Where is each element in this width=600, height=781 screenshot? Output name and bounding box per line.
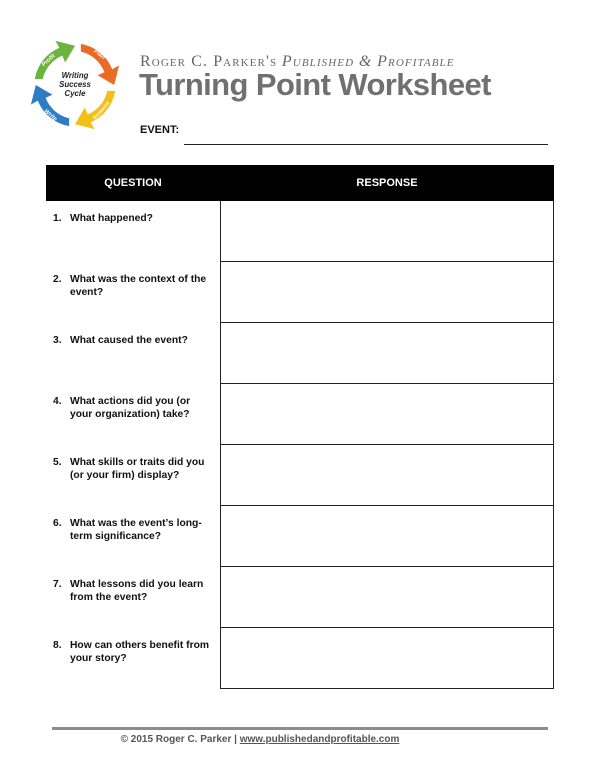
question-cell [46, 201, 220, 262]
question-cell [46, 323, 220, 384]
question-text: How can others benefit from your story? [70, 640, 210, 664]
question-line [53, 395, 214, 421]
footer [0, 734, 520, 745]
question-number: 8. [53, 640, 62, 651]
question-text: What actions did you (or your organization) take? [70, 396, 191, 420]
question-line [53, 273, 214, 299]
byline-name: Roger C. Parker's [140, 53, 278, 70]
question-number: 3. [53, 335, 62, 346]
footer-divider [52, 727, 548, 730]
question-cell [46, 445, 220, 506]
question-cell [46, 628, 220, 689]
question-number: 1. [53, 213, 62, 224]
table-row [46, 384, 554, 445]
question-number: 4. [53, 396, 62, 407]
table-header [46, 165, 554, 201]
question-cell [46, 262, 220, 323]
logo-segment-write [31, 85, 69, 126]
table-row [46, 323, 554, 384]
question-number: 2. [53, 274, 62, 285]
worksheet-table [46, 165, 554, 689]
logo-label-plan: Plan [92, 48, 106, 61]
question-line [53, 578, 214, 604]
table-row [46, 567, 554, 628]
event-input-line[interactable] [184, 144, 548, 145]
footer-copyright: © 2015 Roger C. Parker [120, 734, 232, 745]
question-line [53, 456, 214, 482]
question-number: 6. [53, 518, 62, 529]
question-text: What was the event’s long-term significance? [70, 518, 202, 542]
logo-center-line-3: Cycle [64, 88, 86, 98]
response-cell[interactable] [220, 384, 554, 445]
question-text: What skills or traits did you (or your firm) display? [70, 457, 205, 481]
question-number: 7. [53, 579, 62, 590]
column-header-question: QUESTION [104, 177, 162, 189]
logo-center-line-1: Writing [61, 71, 89, 81]
byline-amp: & [358, 53, 373, 70]
table-row [46, 506, 554, 567]
question-cell [46, 384, 220, 445]
byline-brand-1: Published [281, 53, 355, 70]
footer-website-link[interactable]: www.publishedandprofitable.com [239, 734, 400, 745]
response-cell[interactable] [220, 201, 554, 262]
response-cell[interactable] [220, 262, 554, 323]
table-row [46, 262, 554, 323]
question-line [53, 212, 214, 225]
response-cell[interactable] [220, 628, 554, 689]
question-text: What was the context of the event? [70, 274, 207, 298]
question-number: 5. [53, 457, 62, 468]
question-line [53, 517, 214, 543]
footer-separator: | [231, 734, 240, 745]
question-line [53, 334, 214, 347]
question-cell [46, 567, 220, 628]
response-cell[interactable] [220, 506, 554, 567]
logo-label-write: Write [42, 108, 58, 123]
table-body [46, 201, 554, 689]
question-cell [46, 506, 220, 567]
table-row [46, 445, 554, 506]
writing-success-cycle-logo [25, 36, 125, 134]
logo-label-research: Research [92, 101, 112, 121]
page-title: Turning Point Worksheet [139, 67, 491, 102]
table-row [46, 201, 554, 262]
question-text: What happened? [70, 213, 153, 224]
question-text: What caused the event? [70, 335, 188, 346]
response-cell[interactable] [220, 567, 554, 628]
byline-brand-2: Profitable [377, 53, 455, 70]
response-cell[interactable] [220, 323, 554, 384]
question-line [53, 639, 214, 665]
response-cell[interactable] [220, 445, 554, 506]
event-label: EVENT: [140, 124, 180, 136]
column-header-response: RESPONSE [356, 177, 418, 189]
question-text: What lessons did you learn from the event? [70, 579, 204, 603]
table-row [46, 628, 554, 689]
logo-center-line-2: Success [59, 79, 91, 89]
logo-label-profit: Profit [41, 53, 57, 69]
